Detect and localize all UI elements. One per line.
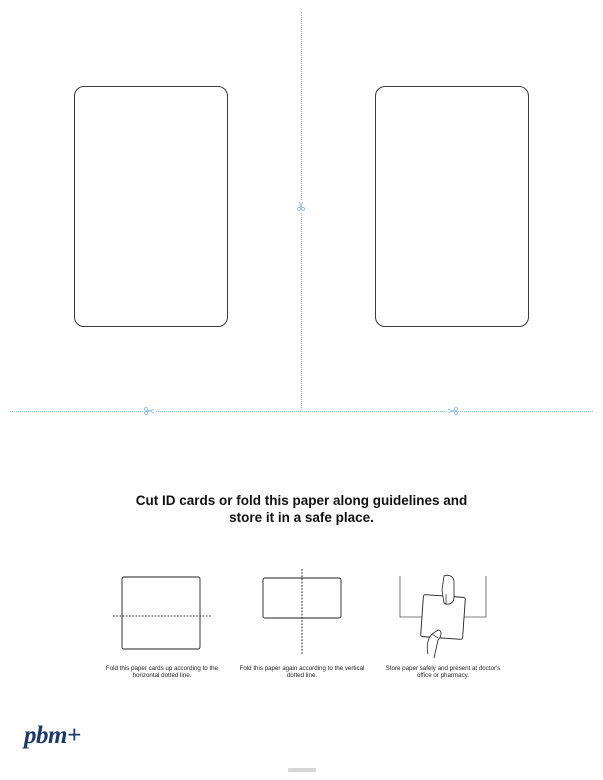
step-1-caption: Fold this paper cards up according to the horizontal dotted line. — [105, 665, 219, 680]
instructions-headline: Cut ID cards or fold this paper along guidelines and store it in a safe place. — [135, 493, 468, 525]
scissors-icon — [295, 200, 307, 212]
scissors-icon — [143, 405, 155, 417]
scissors-icon — [446, 405, 458, 417]
step-2-caption: Fold this paper again according to the vertical dotted line. — [239, 665, 365, 680]
horizontal-cut-guide — [10, 411, 593, 412]
step-1-illustration — [112, 576, 212, 652]
id-card-left — [74, 86, 228, 327]
page-indicator[interactable] — [288, 768, 316, 772]
step-3-illustration — [398, 572, 488, 660]
step-2-illustration — [257, 568, 347, 656]
pbm-plus-logo: pbm+ — [24, 722, 81, 749]
step-3-caption: Store paper safely and present at doctor's office or pharmacy. — [385, 665, 501, 680]
id-card-right — [375, 86, 529, 327]
